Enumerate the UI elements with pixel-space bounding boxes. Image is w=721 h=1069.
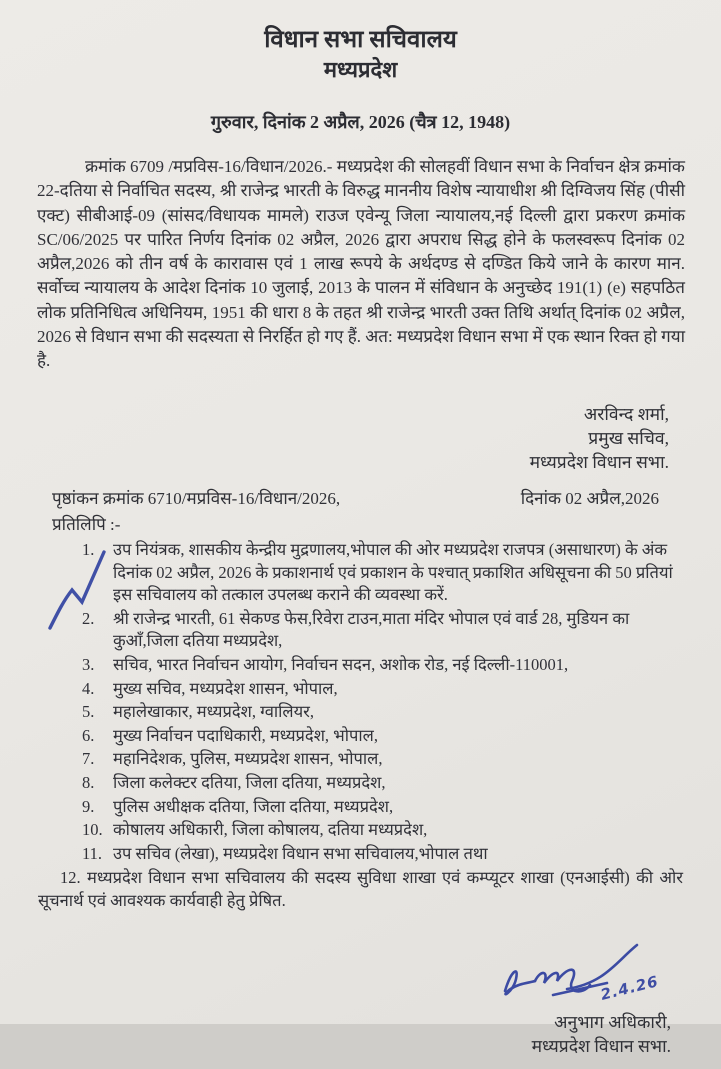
signatory-org: मध्यप्रदेश विधान सभा. [529,451,669,472]
list-item-text: पुलिस अधीक्षक दतिया, जिला दतिया, मध्यप्रदेश, [113,796,394,816]
list-item [82,748,683,771]
list-item-text: उप नियंत्रक, शासकीय केन्द्रीय मुद्रणालय,भोपाल की ओर मध्यप्रदेश राजपत्र (असाधारण) के अंक दिनांक 02 अप्रैल, 2026 के प्रकाशनार्थ एवं प्रकाशन के पश्चात् प्रकाशित अधिसूचना की 50 प्रतियां इस सचिवालय को तत्काल उपलब्ध कराने की व्यवस्था करें. [113,540,673,605]
endorsement-number: पृष्ठांकन क्रमांक 6710/मप्रविस-16/विधान/2026, [52,489,341,509]
org-name-line2: मध्यप्रदेश [323,57,398,83]
copy-to-label: प्रतिलिपि :- [52,515,121,535]
notification-body-paragraph: क्रमांक 6709 /मप्रविस-16/विधान/2026.- मध्यप्रदेश की सोलहवीं विधान सभा के निर्वाचन क्षेत्र क्रमांक 22-दतिया से निर्वाचित सदस्य, श्री राजेन्द्र भारती के विरुद्ध माननीय विशेष न्यायाधीश श्री दिग्विजय सिंह (पीसी एक्ट) सीबीआई-09 (सांसद/विधायक मामले) राउज एवेन्यू जिला न्यायालय,नई दिल्ली द्वारा प्रकरण क्रमांक SC/06/2025 पर पारित निर्णय दिनांक 02 अप्रैल, 2026 द्वारा अपराध सिद्ध होने के फलस्वरूप दिनांक 02 अप्रैल,2026 को तीन वर्ष के कारावास एवं 1 लाख रूपये के अर्थदण्ड से दण्डित किये जाने के कारण मान. सर्वोच्च न्यायालय के आदेश दिनांक 10 जुलाई, 2013 के पालन में संविधान के अनुच्छेद 191(1) (e) सहपठित लोक प्रतिनिधित्व अधिनियम, 1951 की धारा 8 के तहत श्री राजेन्द्र भारती उक्त तिथि अर्थात् दिनांक 02 अप्रैल, 2026 से विधान सभा की सदस्यता से निरर्हित हो गए हैं. अत: मध्यप्रदेश विधान सभा में एक स्थान रिक्त हो गया है. [37,156,685,371]
list-item [82,843,683,866]
list-item-number: 5. [82,702,95,722]
footer-signatory-title: अनुभाग अधिकारी, [554,1011,671,1032]
handwritten-date-note: 2.4.26 [598,972,661,1004]
list-item [82,772,683,795]
list-item-number: 1. [82,540,95,560]
list-item-number: 2. [82,608,95,628]
list-item-number: 11. [82,843,103,863]
signature-scribble-icon [495,943,665,1007]
footer-signatory-org: मध्यप्रदेश विधान सभा. [531,1035,671,1056]
endorsement-date: दिनांक 02 अप्रैल,2026 [520,489,659,509]
closing-distribution-item [38,867,683,913]
list-item [82,608,683,653]
list-item-text: उप सचिव (लेखा), मध्यप्रदेश विधान सभा सचिवालय,भोपाल तथा [113,843,488,863]
checkmark-annotation-icon [42,544,114,636]
footer-signatory [532,1011,671,1058]
footer-signature-block [0,959,721,1069]
list-item-text: सचिव, भारत निर्वाचन आयोग, निर्वाचन सदन, अशोक रोड, नई दिल्ली-110001, [113,655,569,675]
signatory-block [0,402,669,474]
list-item-text: मध्यप्रदेश विधान सभा सचिवालय की सदस्य सुविधा शाखा एवं कम्प्यूटर शाखा (एनआईसी) की ओर सूचनार्थ एवं आवश्यक कार्यवाही हेतु प्रेषित. [38,868,683,911]
signatory-name: अरविन्द शर्मा, [583,403,669,424]
copy-distribution-list [82,539,683,865]
list-item-text: कोषालय अधिकारी, जिला कोषालय, दतिया मध्यप्रदेश, [113,820,428,840]
list-item [82,678,683,701]
list-item-number: 10. [82,820,103,840]
list-item-number: 8. [82,773,95,793]
list-item-text: मुख्य निर्वाचन पदाधिकारी, मध्यप्रदेश, भोपाल, [113,725,378,745]
list-item-number: 4. [82,678,95,698]
list-item-text: श्री राजेन्द्र भारती, 61 सेकण्ड फेस,रिवेरा टाउन,माता मंदिर भोपाल एवं वार्ड 28, मुडियन का कुऑं,जिला दतिया मध्यप्रदेश, [113,608,630,651]
list-item-text: मुख्य सचिव, मध्यप्रदेश शासन, भोपाल, [113,678,338,698]
list-item [82,701,683,724]
list-item-number: 9. [82,796,95,816]
document-date-line: गुरुवार, दिनांक 2 अप्रैल, 2026 (चैत्र 12, 1948) [210,111,511,132]
list-item [82,539,683,607]
list-item [82,819,683,842]
list-item-number: 12. [60,868,81,888]
list-item-number: 3. [82,655,95,675]
list-item-text: जिला कलेक्टर दतिया, जिला दतिया, मध्यप्रदेश, [113,773,386,793]
list-item-text: महालेखाकार, मध्यप्रदेश, ग्वालियर, [113,702,315,722]
list-item [82,725,683,748]
org-name-line1: विधान सभा सचिवालय [264,27,457,53]
signatory-title: प्रमुख सचिव, [588,427,669,448]
letterhead [0,0,721,134]
endorsement-row [52,486,659,509]
list-item [82,796,683,819]
list-item-text: महानिदेशक, पुलिस, मध्यप्रदेश शासन, भोपाल, [113,749,383,769]
list-item-number: 7. [82,749,95,769]
list-item [82,654,683,677]
list-item-number: 6. [82,725,95,745]
